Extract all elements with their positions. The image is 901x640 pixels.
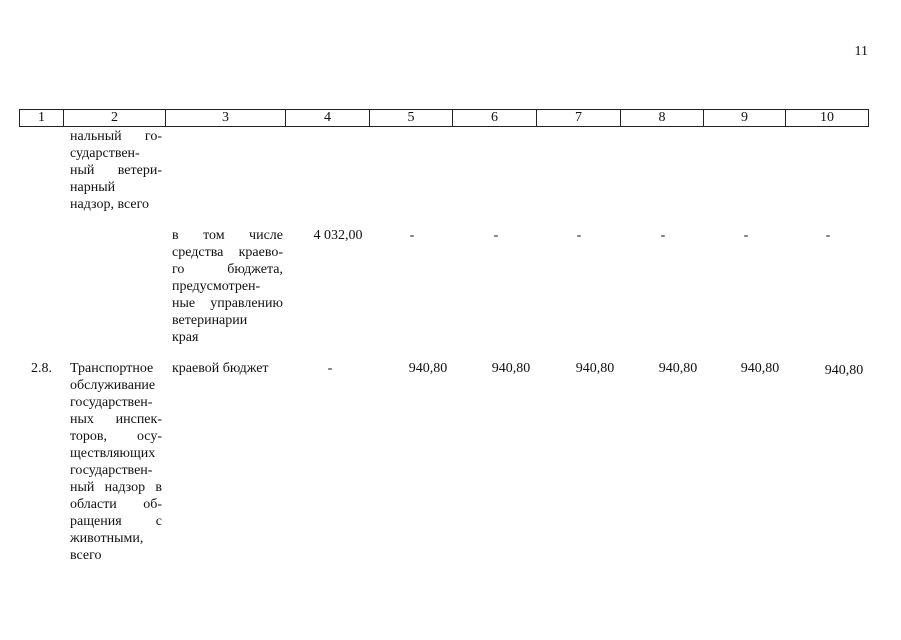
row3-col2-line: ный надзор в [70,480,162,495]
page-number: 11 [854,44,868,59]
row3-col2-line: государствен- [70,463,153,478]
row3-col2-line: животными, [70,531,144,546]
row3-col2-line: ращения с [70,514,162,529]
row3-col8-value: 940,80 [658,361,698,376]
header-col-9: 9 [704,110,786,126]
row2-col3-line: в том числе [172,228,283,243]
row3-col9-value: 940,80 [740,361,780,376]
row2-col3-line: предусмотрен- [172,279,261,294]
row3-col1-number: 2.8. [31,361,52,376]
row3-col2-text [70,360,162,564]
row1-col2-line: сударствен- [70,146,140,161]
row2-col7-value: - [576,228,582,243]
row3-col2-line: всего [70,548,102,563]
row3-col4-value: - [327,361,333,376]
header-col-3: 3 [166,110,286,126]
header-col-4: 4 [286,110,370,126]
row1-col2-line: нальный го- [70,129,162,144]
row1-col2-line: надзор, всего [70,197,149,212]
row3-col2-line: обслуживание [70,378,156,393]
row3-col2-line: области об- [70,497,162,512]
row3-col2-line: ных инспек- [70,412,162,427]
row2-col3-text [172,227,283,346]
row2-col3-line: ные управлению [172,296,283,311]
row3-col3-text: краевой бюджет [172,361,269,376]
row2-col9-value: - [743,228,749,243]
table-header-row [19,109,869,127]
row2-col3-line: го бюджета, [172,262,283,277]
row3-col2-line: ществляющих [70,446,156,461]
header-col-6: 6 [453,110,537,126]
row3-col6-value: 940,80 [491,361,531,376]
row2-col10-value: - [825,228,831,243]
row3-col2-line: государствен- [70,395,153,410]
row3-col5-value: 940,80 [408,361,448,376]
row2-col3-line: края [172,330,199,345]
row1-col2-line: ный ветери- [70,163,162,178]
header-col-7: 7 [537,110,621,126]
row3-col2-line: Транспортное [70,361,154,376]
header-col-2: 2 [64,110,166,126]
row2-col3-line: ветеринарии [172,313,248,328]
row3-col7-value: 940,80 [575,361,615,376]
row2-col3-line: средства краево- [172,245,283,260]
header-col-1: 1 [20,110,64,126]
row3-col10-value: 940,80 [824,363,864,378]
row2-col4-value: 4 032,00 [313,228,363,243]
row2-col6-value: - [493,228,499,243]
header-col-5: 5 [370,110,453,126]
row2-col8-value: - [660,228,666,243]
row1-col2-line: нарный [70,180,116,195]
header-col-10: 10 [820,110,834,125]
row2-col5-value: - [409,228,415,243]
row3-col2-line: торов, осу- [70,429,162,444]
row1-col2-text [70,128,162,213]
header-col-8: 8 [621,110,704,126]
